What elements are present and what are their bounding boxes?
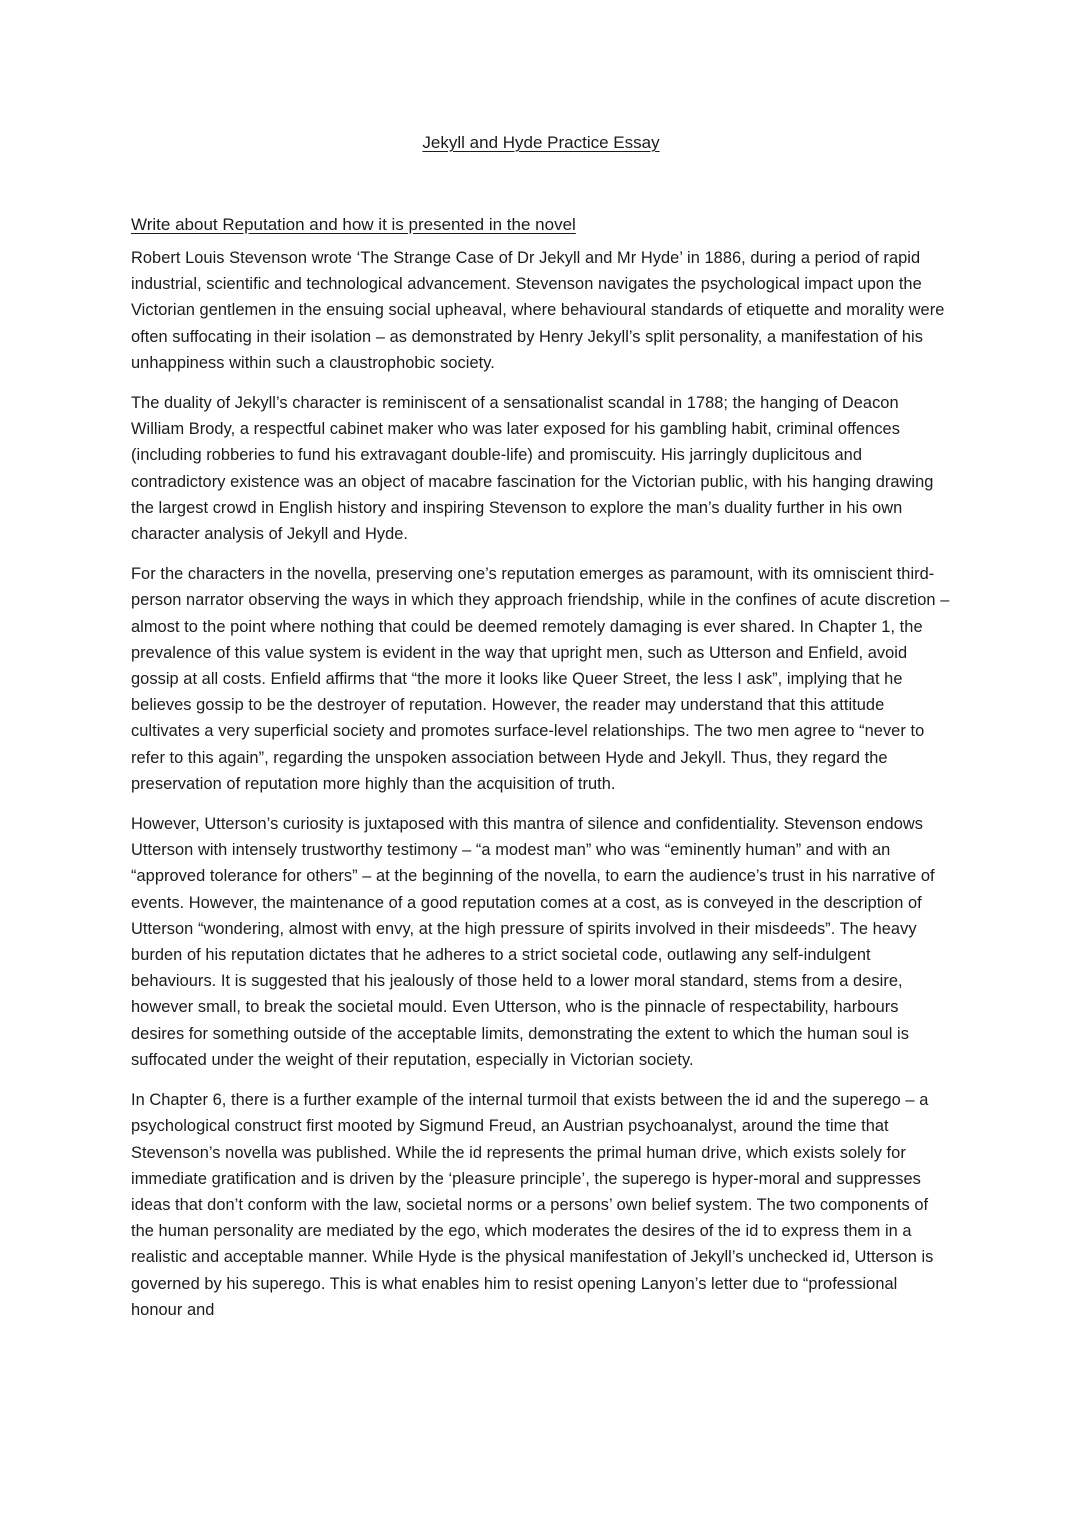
- paragraph-2: The duality of Jekyll’s character is reminiscent of a sensationalist scandal in 1788; the hanging of Deacon William Brody, a respectful cabinet maker who was later exposed for his gambling habit, criminal offences (including robberies to fund his extravagant double-life) and promiscuity. His jarringly duplicitous and contradictory existence was an object of macabre fascination for the Victorian public, with his hanging drawing the largest crowd in English history and inspiring Stevenson to explore the man’s duality further in his own character analysis of Jekyll and Hyde.: [131, 394, 934, 544]
- paragraph-5: In Chapter 6, there is a further example of the internal turmoil that exists between the id and the superego – a psychological construct first mooted by Sigmund Freud, an Austrian psychoanalyst, around the time that Stevenson’s novella was published. While the id represents the primal human drive, which exists solely for immediate gratification and is driven by the ‘pleasure principle’, the superego is hyper-moral and suppresses ideas that don’t conform with the law, societal norms or a persons’ own belief system. The two components of the human personality are mediated by the ego, which moderates the desires of the id to express them in a realistic and acceptable manner. While Hyde is the physical manifestation of Jekyll’s unchecked id, Utterson is governed by his superego. This is what enables him to resist opening Lanyon’s letter due to “professional honour and: [131, 1091, 934, 1319]
- paragraph-3: For the characters in the novella, preserving one’s reputation emerges as paramount, with its omniscient third-person narrator observing the ways in which they approach friendship, while in the confines of acute discretion – almost to the point where nothing that could be deemed remotely damaging is ever shared. In Chapter 1, the prevalence of this value system is evident in the way that upright men, such as Utterson and Enfield, avoid gossip at all costs. Enfield affirms that “the more it looks like Queer Street, the less I ask”, implying that he believes gossip to be the destroyer of reputation. However, the reader may understand that this attitude cultivates a very superficial society and promotes surface-level relationships. The two men agree to “never to refer to this again”, regarding the unspoken association between Hyde and Jekyll. Thus, they regard the preservation of reputation more highly than the acquisition of truth.: [131, 565, 950, 793]
- essay-body: [131, 131, 951, 1337]
- paragraph-1: Robert Louis Stevenson wrote ‘The Strange Case of Dr Jekyll and Mr Hyde’ in 1886, during a period of rapid industrial, scientific and technological advancement. Stevenson navigates the psychological impact upon the Victorian gentlemen in the ensuing social upheaval, where behavioural standards of etiquette and morality were often suffocating in their isolation – as demonstrated by Henry Jekyll’s split personality, a manifestation of his unhappiness within such a claustrophobic society.: [131, 249, 945, 372]
- essay-title: Jekyll and Hyde Practice Essay: [422, 133, 660, 152]
- essay-prompt: Write about Reputation and how it is presented in the novel: [131, 215, 576, 234]
- paragraph-4: However, Utterson’s curiosity is juxtaposed with this mantra of silence and confidentiality. Stevenson endows Utterson with intensely trustworthy testimony – “a modest man” who was “eminently human” and with an “approved tolerance for others” – at the beginning of the novella, to earn the audience’s trust in his narrative of events. However, the maintenance of a good reputation comes at a cost, as is conveyed in the description of Utterson “wondering, almost with envy, at the high pressure of spirits involved in their misdeeds”. The heavy burden of his reputation dictates that he adheres to a strict societal code, outlawing any self-indulgent behaviours. It is suggested that his jealously of those held to a lower moral standard, stems from a desire, however small, to break the societal mould. Even Utterson, who is the pinnacle of respectability, harbours desires for something outside of the acceptable limits, demonstrating the extent to which the human soul is suffocated under the weight of their reputation, especially in Victorian society.: [131, 815, 935, 1069]
